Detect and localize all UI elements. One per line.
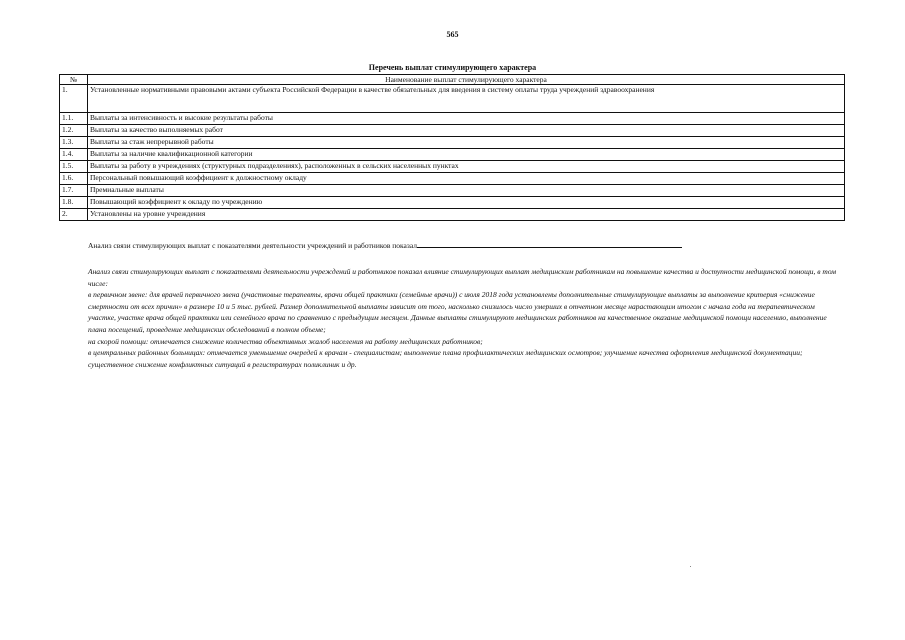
table-row bbox=[60, 197, 845, 209]
row-name: Повышающий коэффициент к окладу по учреждению bbox=[88, 197, 845, 209]
row-number: 1.5. bbox=[60, 161, 88, 173]
table-row bbox=[60, 125, 845, 137]
analysis-paragraph: в центральных районных больницах: отмечается уменьшение очередей к врачам - специалистам; выполнение плана профилактических медицинских осмотров; улучшение качества оформления медицинской документации; существенное снижение конфликтных ситуаций в регистратурах поликлиник и др. bbox=[88, 348, 803, 369]
header-name: Наименование выплат стимулирующего характера bbox=[88, 75, 845, 85]
document-title: Перечень выплат стимулирующего характера bbox=[368, 63, 537, 72]
fill-in-underline bbox=[417, 241, 682, 248]
table-row bbox=[60, 113, 845, 125]
analysis-paragraph: в первичном звене: для врачей первичного звена (участковые терапевты, врачи общей практики (семейные врачи)) с июля 2018 года установлены дополнительные стимулирующие выплаты за выполнение критерия «снижение смертности от всех причин» в размере 10 и 5 тыс. рублей. Размер дополнительной выплаты зависит от того, насколько снизилось число умерших в отчетном месяце нарастающим итогом с начала года на терапевтическом участке, участке врача общей практики или семейного врача по сравнению с предыдущим месяцем. Данные выплаты стимулируют медицинских работников на качественное оказание медицинской помощи населению, выполнение плана посещений, проведение медицинских обследований в полном объеме; bbox=[88, 290, 827, 334]
row-name: Выплаты за наличие квалификационной категории bbox=[88, 149, 845, 161]
analysis-prompt-line bbox=[88, 241, 788, 250]
table-row bbox=[60, 173, 845, 185]
table-header-row bbox=[60, 75, 845, 85]
table-row bbox=[60, 149, 845, 161]
row-name: Выплаты за качество выполняемых работ bbox=[88, 125, 845, 137]
analysis-paragraph: Анализ связи стимулирующих выплат с показателями деятельности учреждений и работников показал влияние стимулирующих выплат медицинским работникам на повышение качества и доступности медицинской помощи, в том числе: bbox=[88, 267, 837, 288]
row-number: 1. bbox=[60, 85, 88, 113]
table-row bbox=[60, 185, 845, 197]
row-number: 1.1. bbox=[60, 113, 88, 125]
row-name: Установлены на уровне учреждения bbox=[88, 209, 845, 221]
table-row bbox=[60, 209, 845, 221]
row-name: Выплаты за интенсивность и высокие результаты работы bbox=[88, 113, 845, 125]
table-row bbox=[60, 137, 845, 149]
row-number: 1.3. bbox=[60, 137, 88, 149]
analysis-prompt: Анализ связи стимулирующих выплат с показателями деятельности учреждений и работников показал bbox=[88, 241, 417, 250]
row-number: 1.2. bbox=[60, 125, 88, 137]
row-number: 2. bbox=[60, 209, 88, 221]
row-number: 1.4. bbox=[60, 149, 88, 161]
analysis-body bbox=[88, 266, 838, 370]
row-name: Выплаты за работу в учреждениях (структурных подразделениях), расположенных в сельских населенных пунктах bbox=[88, 161, 845, 173]
header-number: № bbox=[60, 75, 88, 85]
scan-speck bbox=[690, 566, 691, 567]
row-number: 1.8. bbox=[60, 197, 88, 209]
table-row bbox=[60, 161, 845, 173]
row-name: Выплаты за стаж непрерывной работы bbox=[88, 137, 845, 149]
analysis-paragraph: на скорой помощи: отмечается снижение количества объективных жалоб населения на работу медицинских работников; bbox=[88, 336, 483, 346]
row-number: 1.7. bbox=[60, 185, 88, 197]
payments-table bbox=[59, 74, 845, 221]
row-name: Премиальные выплаты bbox=[88, 185, 845, 197]
table-row bbox=[60, 85, 845, 113]
row-number: 1.6. bbox=[60, 173, 88, 185]
row-name: Персональный повышающий коэффициент к должностному окладу bbox=[88, 173, 845, 185]
row-name: Установленные нормативными правовыми актами субъекта Российской Федерации в качестве обязательных для введения в систему оплаты труда учреждений здравоохранения bbox=[88, 85, 845, 113]
page-number: 565 bbox=[446, 30, 459, 39]
